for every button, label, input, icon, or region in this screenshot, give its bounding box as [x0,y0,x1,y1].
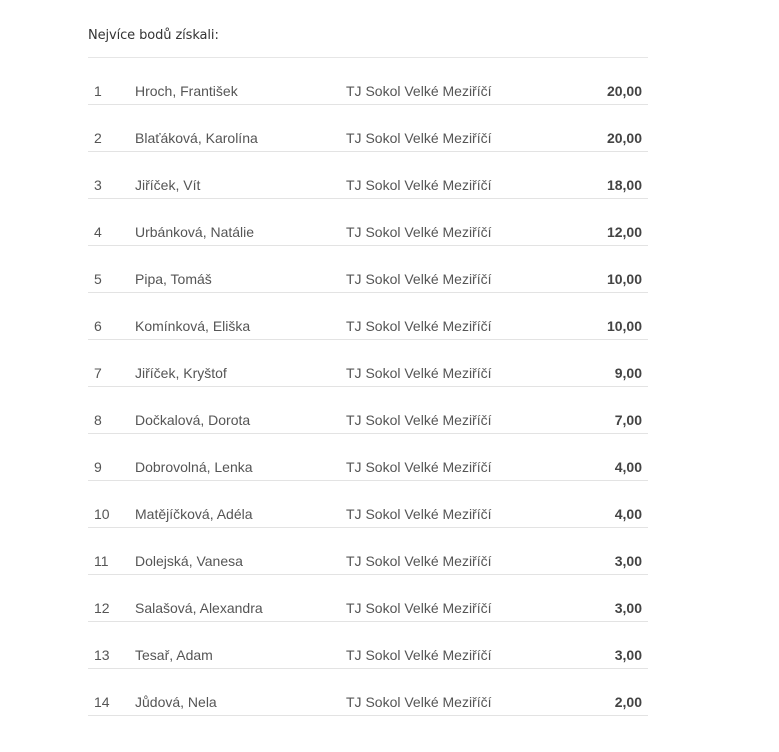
club-cell: TJ Sokol Velké Meziříčí [346,553,492,569]
rank-cell: 10 [94,506,110,522]
player-name-cell: Matějíčková, Adéla [135,506,253,522]
player-name-cell: Dolejská, Vanesa [135,553,243,569]
player-name-cell: Jiříček, Kryštof [135,365,227,381]
scorers-table [88,58,648,716]
rank-cell: 3 [94,177,102,193]
points-cell: 3,00 [614,600,642,616]
club-cell: TJ Sokol Velké Meziříčí [346,600,492,616]
club-cell: TJ Sokol Velké Meziříčí [346,271,492,287]
points-cell: 20,00 [606,130,642,146]
points-cell: 3,00 [614,553,642,569]
club-cell: TJ Sokol Velké Meziříčí [346,694,492,710]
table-row [88,152,648,199]
club-cell: TJ Sokol Velké Meziříčí [346,365,492,381]
points-cell: 4,00 [614,459,642,475]
table-row [88,293,648,340]
player-name-cell: Salašová, Alexandra [135,600,263,616]
club-cell: TJ Sokol Velké Meziříčí [346,506,492,522]
points-cell: 10,00 [606,318,642,334]
player-name-cell: Jiříček, Vít [135,177,201,193]
points-cell: 4,00 [614,506,642,522]
table-row [88,528,648,575]
player-name-cell: Dobrovolná, Lenka [135,459,253,475]
rank-cell: 1 [94,83,102,99]
points-cell: 18,00 [606,177,642,193]
club-cell: TJ Sokol Velké Meziříčí [346,318,492,334]
table-row [88,246,648,293]
player-name-cell: Hroch, František [135,83,238,99]
table-row [88,622,648,669]
rank-cell: 9 [94,459,102,475]
player-name-cell: Dočkalová, Dorota [135,412,251,428]
points-cell: 12,00 [606,224,642,240]
player-name-cell: Komínková, Eliška [135,318,251,334]
table-row [88,669,648,716]
table-row [88,434,648,481]
rank-cell: 14 [94,694,110,710]
points-cell: 20,00 [606,83,642,99]
club-cell: TJ Sokol Velké Meziříčí [346,224,492,240]
table-row [88,199,648,246]
points-cell: 2,00 [614,694,642,710]
points-cell: 10,00 [606,271,642,287]
club-cell: TJ Sokol Velké Meziříčí [346,130,492,146]
table-row [88,387,648,434]
rank-cell: 7 [94,365,102,381]
player-name-cell: Pipa, Tomáš [135,271,212,287]
table-row [88,575,648,622]
table-row [88,340,648,387]
points-cell: 7,00 [614,412,642,428]
player-name-cell: Blaťáková, Karolína [135,130,258,146]
points-cell: 9,00 [614,365,642,381]
player-name-cell: Tesař, Adam [135,647,213,663]
club-cell: TJ Sokol Velké Meziříčí [346,459,492,475]
club-cell: TJ Sokol Velké Meziříčí [346,412,492,428]
table-row [88,481,648,528]
points-cell: 3,00 [614,647,642,663]
rank-cell: 6 [94,318,102,334]
table-row [88,58,648,105]
club-cell: TJ Sokol Velké Meziříčí [346,83,492,99]
page-heading: Nejvíce bodů získali: [88,28,219,43]
player-name-cell: Urbánková, Natálie [135,224,255,240]
player-name-cell: Jůdová, Nela [135,694,217,710]
club-cell: TJ Sokol Velké Meziříčí [346,647,492,663]
rank-cell: 13 [94,647,110,663]
rank-cell: 2 [94,130,102,146]
rank-cell: 5 [94,271,102,287]
rank-cell: 4 [94,224,102,240]
rank-cell: 11 [94,553,109,569]
table-row [88,105,648,152]
rank-cell: 8 [94,412,102,428]
rank-cell: 12 [94,600,110,616]
club-cell: TJ Sokol Velké Meziříčí [346,177,492,193]
